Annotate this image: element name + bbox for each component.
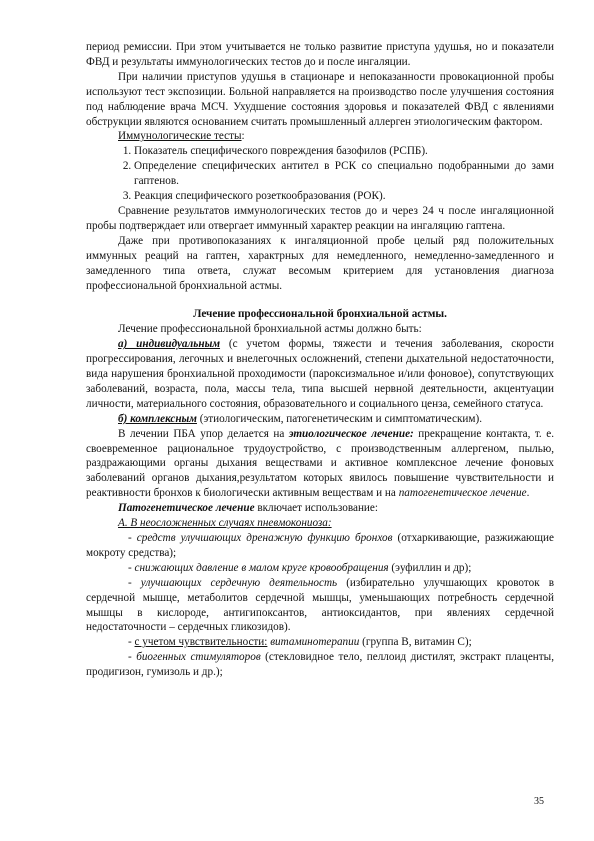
individual-label: а) индивидуальным	[118, 338, 221, 351]
list-item	[86, 561, 554, 576]
item-term: витаминотерапии	[270, 636, 360, 649]
complex-text: (этиологическим, патогенетическим и симптоматическим).	[196, 412, 483, 425]
dash-marker: -	[128, 532, 137, 544]
list-item: 2. Определение специфических антител в РСК со специально подобранными до зами гаптенов.	[134, 159, 554, 189]
paragraph-remission: период ремиссии. При этом учитывается не только развитие приступа удушья, но и показатели ФВД и результаты иммунологических тестов до и после ингаляции.	[86, 41, 554, 68]
etiologic-term: этиологическое лечение:	[288, 427, 414, 440]
dash-marker: -	[128, 576, 141, 589]
dash-marker: -	[128, 651, 137, 664]
item-text: (стекловидное тело, пеллоид дистилят, экстракт плаценты, продигизон, гумизоль и др.);	[86, 651, 554, 679]
dash-marker: -	[128, 561, 135, 574]
complex-label: б) комплексным	[118, 412, 197, 425]
item-term: средств улучшающих дренажную функцию бронхов	[136, 532, 393, 544]
individual-text: (с учетом формы, тяжести и течения заболевания, скорости прогрессирования, легочных и внелегочных осложнений, степени дыхательной недостаточности, вида нарушения бронхиальной проходимости (пароксизмальное и/или фоновое), сопутствующих заболеваний, возраста, пола, массы тела, типа высшей нервной деятельности, акцентуации личности, материального состояния, образовательного и социального ценза, семейного статуса.	[86, 338, 554, 410]
subheading-uncomplicated	[86, 516, 554, 531]
paragraph-individual	[86, 337, 554, 412]
paragraph-contraindications: Даже при противопоказаниях к ингаляционной пробе целый ряд положительных иммунных реаций на гаптен, характрных для немедленного, немедленно-замедленного и замедленного типа ответа, служат весомым критерием для установления диагноза профессиональной бронхиальной астмы.	[86, 234, 554, 292]
section-title: Лечение профессиональной бронхиальной астмы.	[193, 308, 447, 321]
item-term: снижающих давление в малом круге кровообращения	[134, 561, 389, 574]
etiologic-end: .	[526, 487, 530, 500]
item-text: (отхаркивающие, разжижающие мокроту средства);	[86, 532, 554, 559]
paragraph-comparison: Сравнение результатов иммунологических тестов до и через 24 ч после ингаляционной пробы подтверждает или отвергает иммунный характер реакции на ингаляцию гаптена.	[86, 204, 554, 232]
dash-marker: -	[128, 636, 135, 649]
etiologic-text: прекращение контакта, т. е. своевременное рациональное трудоустройство, с производственным аллергеном, пылью, раздражающими органы дыхания веществами и активное комплексное лечение фоновых заболеваний органов дыхания,результатом которых явилось повышение чувствительности и реактивности бронхов к биологически активным веществам и на	[86, 427, 555, 500]
list-item	[86, 635, 554, 650]
paragraph-exposure-test: При наличии приступов удушья в стационаре и непоказанности провокационной пробы используют тест экспозиции. Больной направляется на производство после улучшения состояния под наблюдение врача МСЧ. Ухудшение состояния здоровья и показателей ФВД с явлениями обструкции являются основанием считать промышленный аллерген этиологическим фактором.	[86, 70, 554, 128]
item-term: биогенных стимуляторов	[136, 651, 261, 664]
list-item: 3. Реакция специфического розеткообразования (РОК).	[134, 189, 554, 204]
pathogenetic-text: включает использование:	[254, 502, 378, 515]
item-text: (группа В, витамин С);	[359, 636, 472, 649]
list-item	[86, 576, 554, 636]
page-content	[86, 40, 554, 680]
item-text: (избирательно улучшающих кровоток в сердечной мышце, метаболитов сердечной мышцы, уменьшающих потребность сердечной мышцы в кислороде, антигипоксантов, антиоксидантов, при явлениях сердечной недостаточности – сердечных гликозидов).	[86, 576, 554, 634]
item-underlined: с учетом чувствительности:	[134, 636, 268, 649]
pathogenetic-label: Патогенетическое лечение	[118, 502, 255, 515]
tests-heading-colon: :	[241, 130, 245, 143]
paragraph-complex	[86, 412, 554, 427]
page-number: 35	[534, 796, 544, 807]
list-item	[86, 650, 554, 680]
list-item	[86, 531, 554, 561]
tests-heading	[86, 129, 554, 144]
pathogenetic-term: патогенетическое лечение	[398, 487, 527, 500]
etiologic-start: В лечении ПБА упор делается на	[118, 427, 289, 440]
list-item: 1. Показатель специфического повреждения базофилов (РСПБ).	[134, 144, 554, 159]
paragraph-treatment-intro: Лечение профессиональной бронхиальной астмы должно быть:	[118, 323, 422, 336]
subheading-uncomplicated-text: А. В неосложненных случаях пневмокониоза:	[118, 517, 332, 530]
paragraph-etiologic	[86, 427, 554, 502]
tests-heading-text: Иммунологические тесты	[118, 130, 242, 143]
item-term: улучшающих сердечную деятельность	[140, 576, 338, 589]
tests-list	[86, 144, 554, 204]
item-text: (эуфиллин и др);	[388, 561, 472, 574]
paragraph-pathogenetic	[86, 501, 554, 516]
